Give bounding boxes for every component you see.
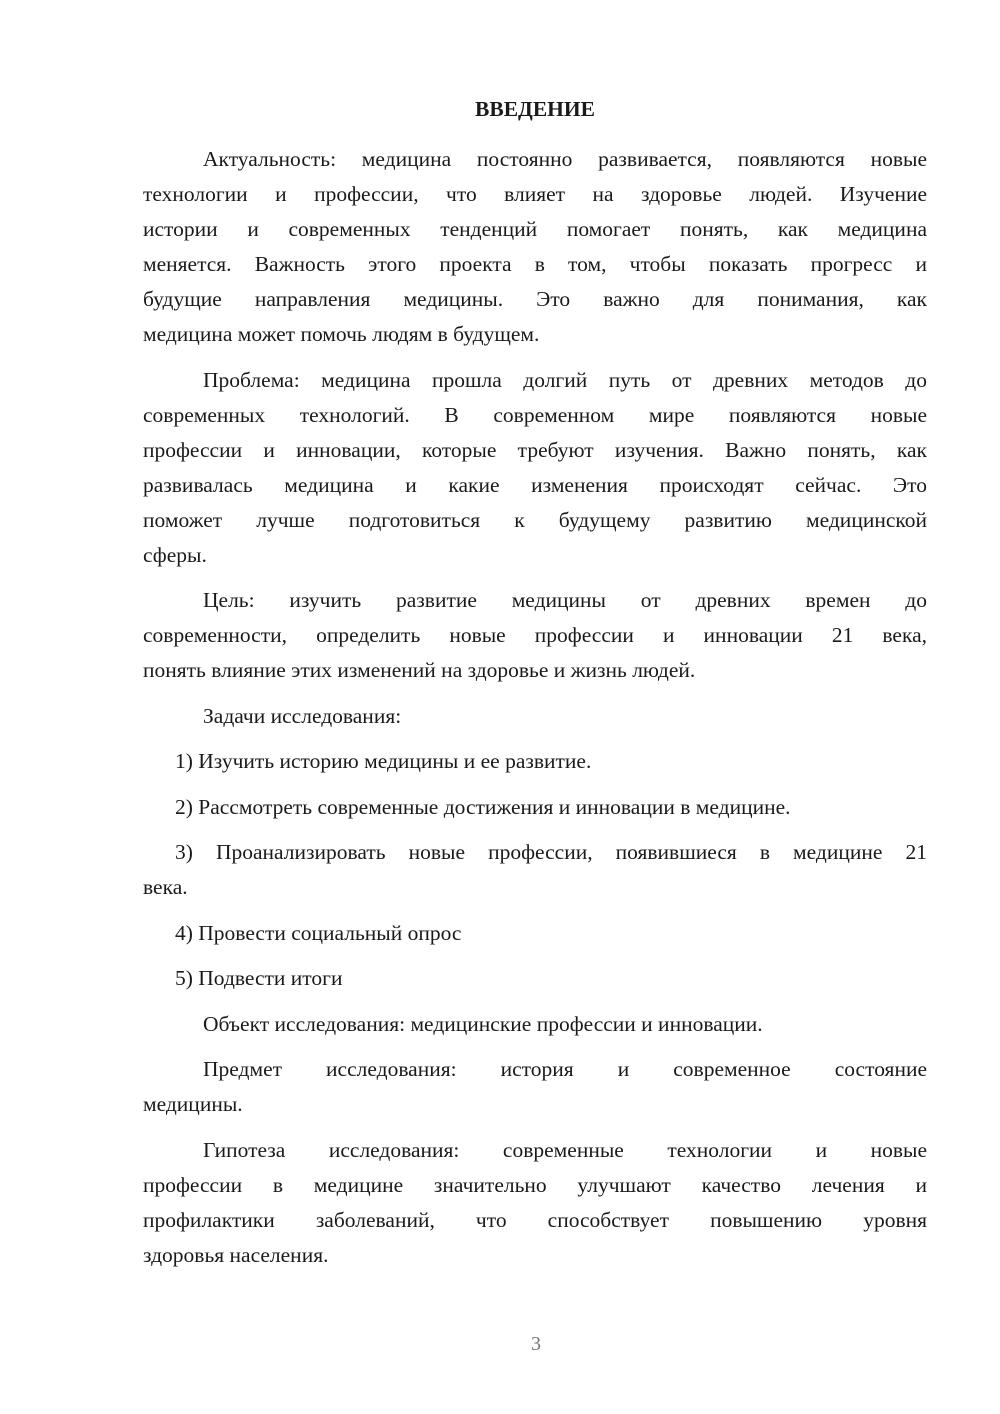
text-line: современности, определить новые профессии и инновации 21 века, bbox=[143, 623, 927, 647]
relevance-paragraph bbox=[143, 142, 927, 352]
text-line: медицины. bbox=[143, 1092, 243, 1116]
subject-paragraph bbox=[143, 1052, 927, 1122]
document-body bbox=[143, 142, 927, 1273]
task-item-4 bbox=[143, 916, 927, 951]
text-line: 1) Изучить историю медицины и ее развитие. bbox=[175, 749, 592, 773]
text-line: сферы. bbox=[143, 542, 207, 567]
text-line: века. bbox=[143, 875, 188, 899]
text-line: Гипотеза исследования: современные технологии и новые bbox=[203, 1137, 927, 1162]
text-line: технологии и профессии, что влияет на здоровье людей. Изучение bbox=[143, 182, 927, 206]
task-item-3 bbox=[143, 835, 927, 905]
task-item-2 bbox=[143, 790, 927, 825]
document-page bbox=[143, 92, 927, 1283]
text-line: профилактики заболеваний, что способствует повышению уровня bbox=[143, 1207, 927, 1232]
text-line: будущие направления медицины. Это важно для понимания, как bbox=[143, 287, 927, 311]
text-line: понять влияние этих изменений на здоровье и жизнь людей. bbox=[143, 658, 696, 682]
text-line: современных технологий. В современном мире появляются новые bbox=[143, 402, 927, 427]
text-line: Актуальность: медицина постоянно развивается, появляются новые bbox=[203, 147, 927, 171]
text-line: 3) Проанализировать новые профессии, появившиеся в медицине 21 bbox=[175, 840, 927, 864]
text-line: Задачи исследования: bbox=[203, 703, 402, 728]
text-line: Объект исследования: медицинские профессии и инновации. bbox=[203, 1011, 763, 1036]
task-item-1 bbox=[143, 744, 927, 779]
text-line: 5) Подвести итоги bbox=[175, 966, 343, 990]
text-line: здоровья населения. bbox=[143, 1242, 329, 1267]
text-line: 2) Рассмотреть современные достижения и инновации в медицине. bbox=[175, 794, 791, 819]
text-line: Предмет исследования: история и современное состояние bbox=[203, 1057, 927, 1081]
object-paragraph bbox=[143, 1007, 927, 1042]
text-line: поможет лучше подготовиться к будущему развитию медицинской bbox=[143, 507, 927, 532]
page-title: ВВЕДЕНИЕ bbox=[475, 97, 595, 121]
tasks-heading bbox=[143, 699, 927, 734]
page-number: 3 bbox=[531, 1333, 541, 1355]
hypothesis-paragraph bbox=[143, 1133, 927, 1273]
text-line: меняется. Важность этого проекта в том, чтобы показать прогресс и bbox=[143, 252, 927, 276]
text-line: 4) Провести социальный опрос bbox=[175, 920, 462, 945]
text-line: развивалась медицина и какие изменения происходят сейчас. Это bbox=[143, 472, 927, 497]
goal-paragraph bbox=[143, 583, 927, 688]
text-line: Проблема: медицина прошла долгий путь от древних методов до bbox=[203, 367, 927, 392]
text-line: профессии и инновации, которые требуют изучения. Важно понять, как bbox=[143, 437, 927, 462]
text-line: профессии в медицине значительно улучшают качество лечения и bbox=[143, 1172, 927, 1197]
text-line: медицина может помочь людям в будущем. bbox=[143, 322, 540, 346]
task-item-5 bbox=[143, 961, 927, 996]
text-line: Цель: изучить развитие медицины от древних времен до bbox=[203, 588, 927, 612]
problem-paragraph bbox=[143, 363, 927, 573]
text-line: истории и современных тенденций помогает понять, как медицина bbox=[143, 217, 927, 241]
